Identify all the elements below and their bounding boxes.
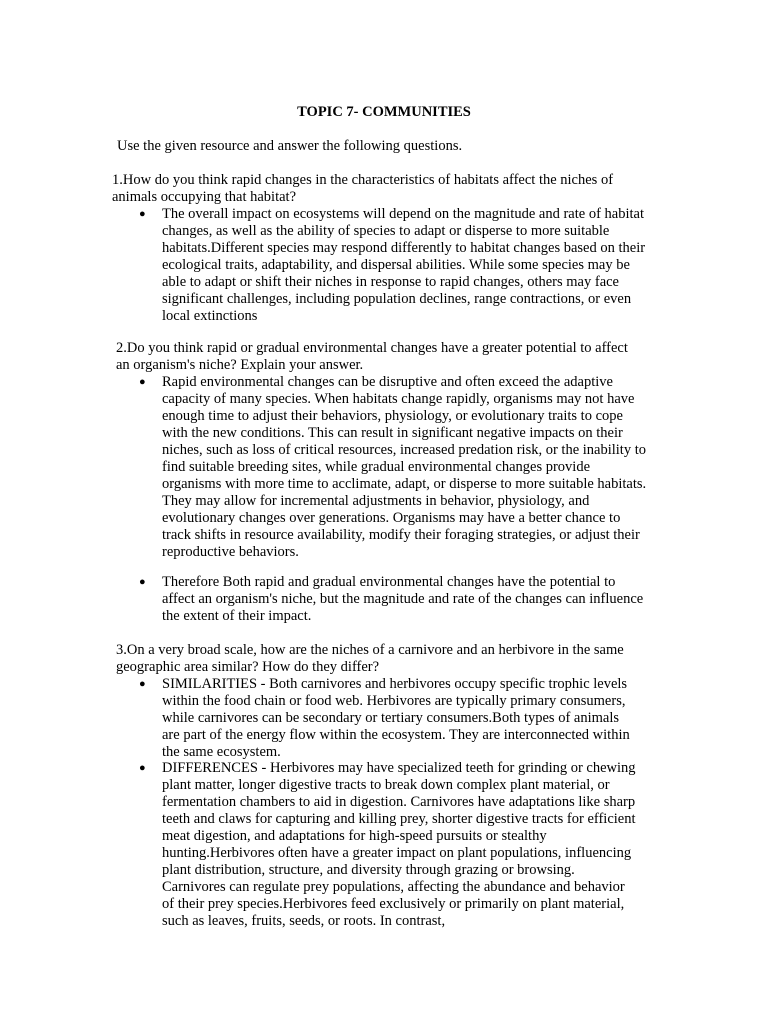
question-1-answer-1: The overall impact on ecosystems will depend on the magnitude and rate of habitat changes, as well as the ability of species to adapt or disperse to more suitable habitats.Different species may respond differently to habitat changes based on their ecological traits, adaptability, and dispersal abilities. While some species may be able to adapt or shift their niches in response to rapid changes, others may face significant challenges, including population declines, range contractions, or even local extinctions	[162, 206, 646, 324]
question-3-text: 3.On a very broad scale, how are the niches of a carnivore and an herbivore in the same geographic area similar? How do they differ?	[116, 642, 624, 675]
question-3-answer-2: DIFFERENCES - Herbivores may have specialized teeth for grinding or chewing plant matter, longer digestive tracts to break down complex plant material, or fermentation chambers to aid in digestion. Carnivores have adaptations like sharp teeth and claws for capturing and killing prey, shorter digestive tracts for efficient meat digestion, and adaptations for high-speed pursuits or stealthy hunting.Herbivores often have a greater impact on plant populations, influencing plant distribution, structure, and diversity through grazing or browsing. Carnivores can regulate prey populations, affecting the abundance and behavior of their prey species.Herbivores feed exclusively or primarily on plant material, such as leaves, fruits, seeds, or roots. In contrast,	[162, 760, 636, 929]
bullet-icon: ●	[139, 376, 146, 388]
bullet-icon: ●	[139, 208, 146, 220]
bullet-icon: ●	[139, 678, 146, 690]
bullet-icon: ●	[139, 576, 146, 588]
document-title: TOPIC 7- COMMUNITIES	[297, 104, 471, 120]
question-3-answer-1: SIMILARITIES - Both carnivores and herbivores occupy specific trophic levels within the food chain or food web. Herbivores are typically primary consumers, while carnivores can be secondary or tertiary consumers.Both types of animals are part of the energy flow within the ecosystem. They are interconnected within the same ecosystem.	[162, 676, 630, 760]
question-2-answer-1: Rapid environmental changes can be disruptive and often exceed the adaptive capacity of many species. When habitats change rapidly, organisms may not have enough time to adjust their behaviors, physiology, or evolutionary traits to cope with the new conditions. This can result in significant negative impacts on their niches, such as loss of critical resources, increased predation risk, or the inability to find suitable breeding sites, while gradual environmental changes provide organisms with more time to acclimate, adapt, or disperse to more suitable habitats. They may allow for incremental adjustments in behavior, physiology, and evolutionary changes over generations. Organisms may have a better chance to track shifts in resource availability, modify their foraging strategies, or adjust their reproductive behaviors.	[162, 374, 647, 560]
question-2-answer-2: Therefore Both rapid and gradual environmental changes have the potential to affect an organism's niche, but the magnitude and rate of the changes can influence the extent of their impact.	[162, 574, 644, 624]
question-3	[116, 642, 636, 676]
bullet-icon: ●	[139, 762, 146, 774]
question-2-text: 2.Do you think rapid or gradual environmental changes have a greater potential to affect an organism's niche? Explain your answer.	[116, 340, 628, 373]
question-1-text: 1.How do you think rapid changes in the characteristics of habitats affect the niches of animals occupying that habitat?	[112, 172, 614, 205]
question-1	[112, 172, 660, 206]
question-2	[116, 340, 636, 374]
instructions-text: Use the given resource and answer the following questions.	[117, 138, 463, 154]
